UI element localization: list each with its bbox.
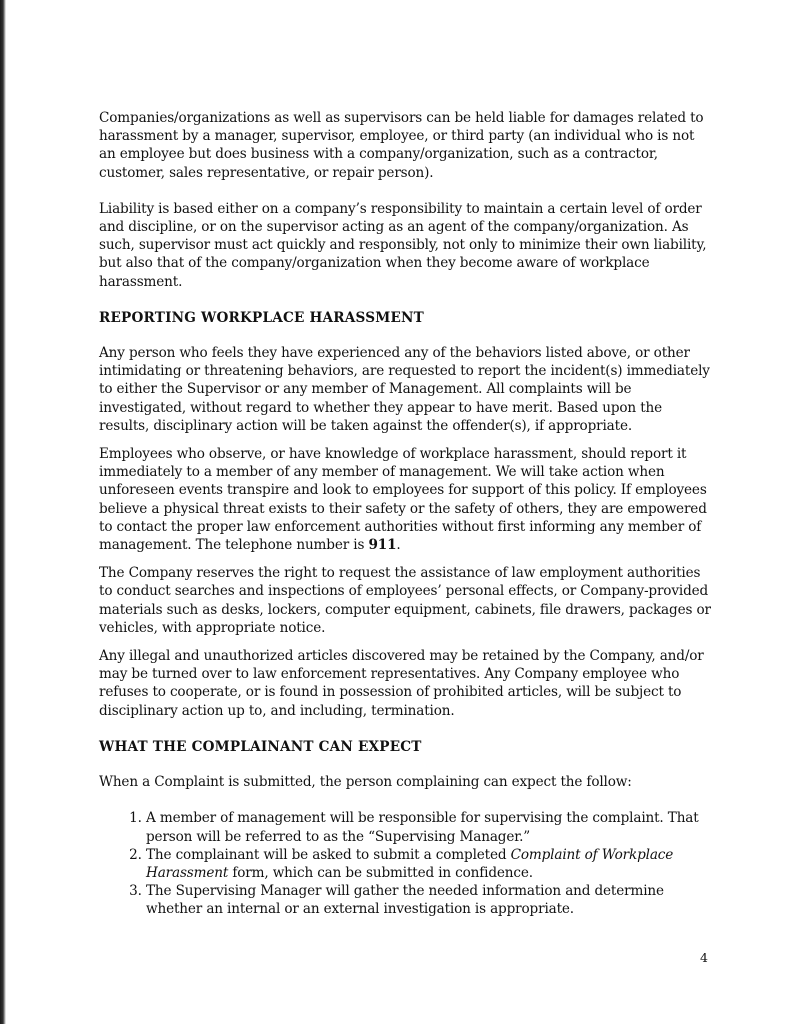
document-page (99, 109, 714, 919)
page-edge-shadow (0, 0, 6, 1024)
heading-complainant-expect: WHAT THE COMPLAINANT CAN EXPECT (99, 738, 422, 755)
observers-end: . (396, 537, 401, 554)
list-item-end: form, which can be submitted in confidence. (228, 864, 533, 881)
page-number: 4 (700, 950, 708, 965)
expectations-list (99, 809, 714, 918)
list-item (146, 846, 714, 882)
list-item-text: The complainant will be asked to submit a completed (146, 846, 511, 863)
heading-reporting: REPORTING WORKPLACE HARASSMENT (99, 309, 425, 326)
paragraph-reporting-observers (99, 445, 714, 554)
paragraph-reporting-request: Any person who feels they have experienced any of the behaviors listed above, or other intimidating or threatening behaviors, are requested to report the incident(s) immediately to either the Supervisor or any member of Management. All complaints will be investigated, without regard to whether they appear to have merit. Based upon the results, disciplinary action will be taken against the offender(s), if appropriate. (99, 345, 710, 434)
list-item: 3. The Supervising Manager will gather the needed information and determine whether an internal or an external investigation is appropriate. (146, 882, 714, 918)
paragraph-liability: Companies/organizations as well as supervisors can be held liable for damages related to harassment by a manager, supervisor, employee, or third party (an individual who is not an employee but does business with a company/organization, such as a contractor, customer, sales representative, or repair person). (99, 110, 704, 181)
paragraph-searches: The Company reserves the right to request the assistance of law employment authorities to conduct searches and inspections of employees’ personal effects, or Company-provided materials such as desks, lockers, computer equipment, cabinets, file drawers, packages or vehicles, with appropriate notice. (99, 565, 711, 636)
paragraph-liability-basis: Liability is based either on a company’s responsibility to maintain a certain level of order and discipline, or on the supervisor acting as an agent of the company/organization. As such, supervisor must act quickly and responsibly, not only to minimize their own liability, but also that of the company/organization when they become aware of workplace harassment. (99, 200, 707, 290)
paragraph-complaint-intro: When a Complaint is submitted, the person complaining can expect the follow: (99, 774, 632, 791)
observers-text: Employees who observe, or have knowledge of workplace harassment, should report it immediately to a member of any member of management. We will take action when unforeseen events transpire and look to employees for support of this policy. If employees believe a physical threat exists to their safety or the safety of others, they are empowered to contact the proper law enforcement authorities without first informing any member of management. The telephone number is (99, 446, 707, 554)
paragraph-illegal-articles: Any illegal and unauthorized articles discovered may be retained by the Company, and/or may be turned over to law enforcement representatives. Any Company employee who refuses to cooperate, or is found in possession of prohibited articles, will be subject to disciplinary action up to, and including, termination. (99, 648, 704, 719)
list-item: 1. A member of management will be responsible for supervising the complaint. That person will be referred to as the “Supervising Manager.” (146, 809, 714, 845)
form-title: Complaint of Workplace Harassment (146, 846, 674, 881)
emergency-phone-number: 911 (368, 537, 397, 554)
